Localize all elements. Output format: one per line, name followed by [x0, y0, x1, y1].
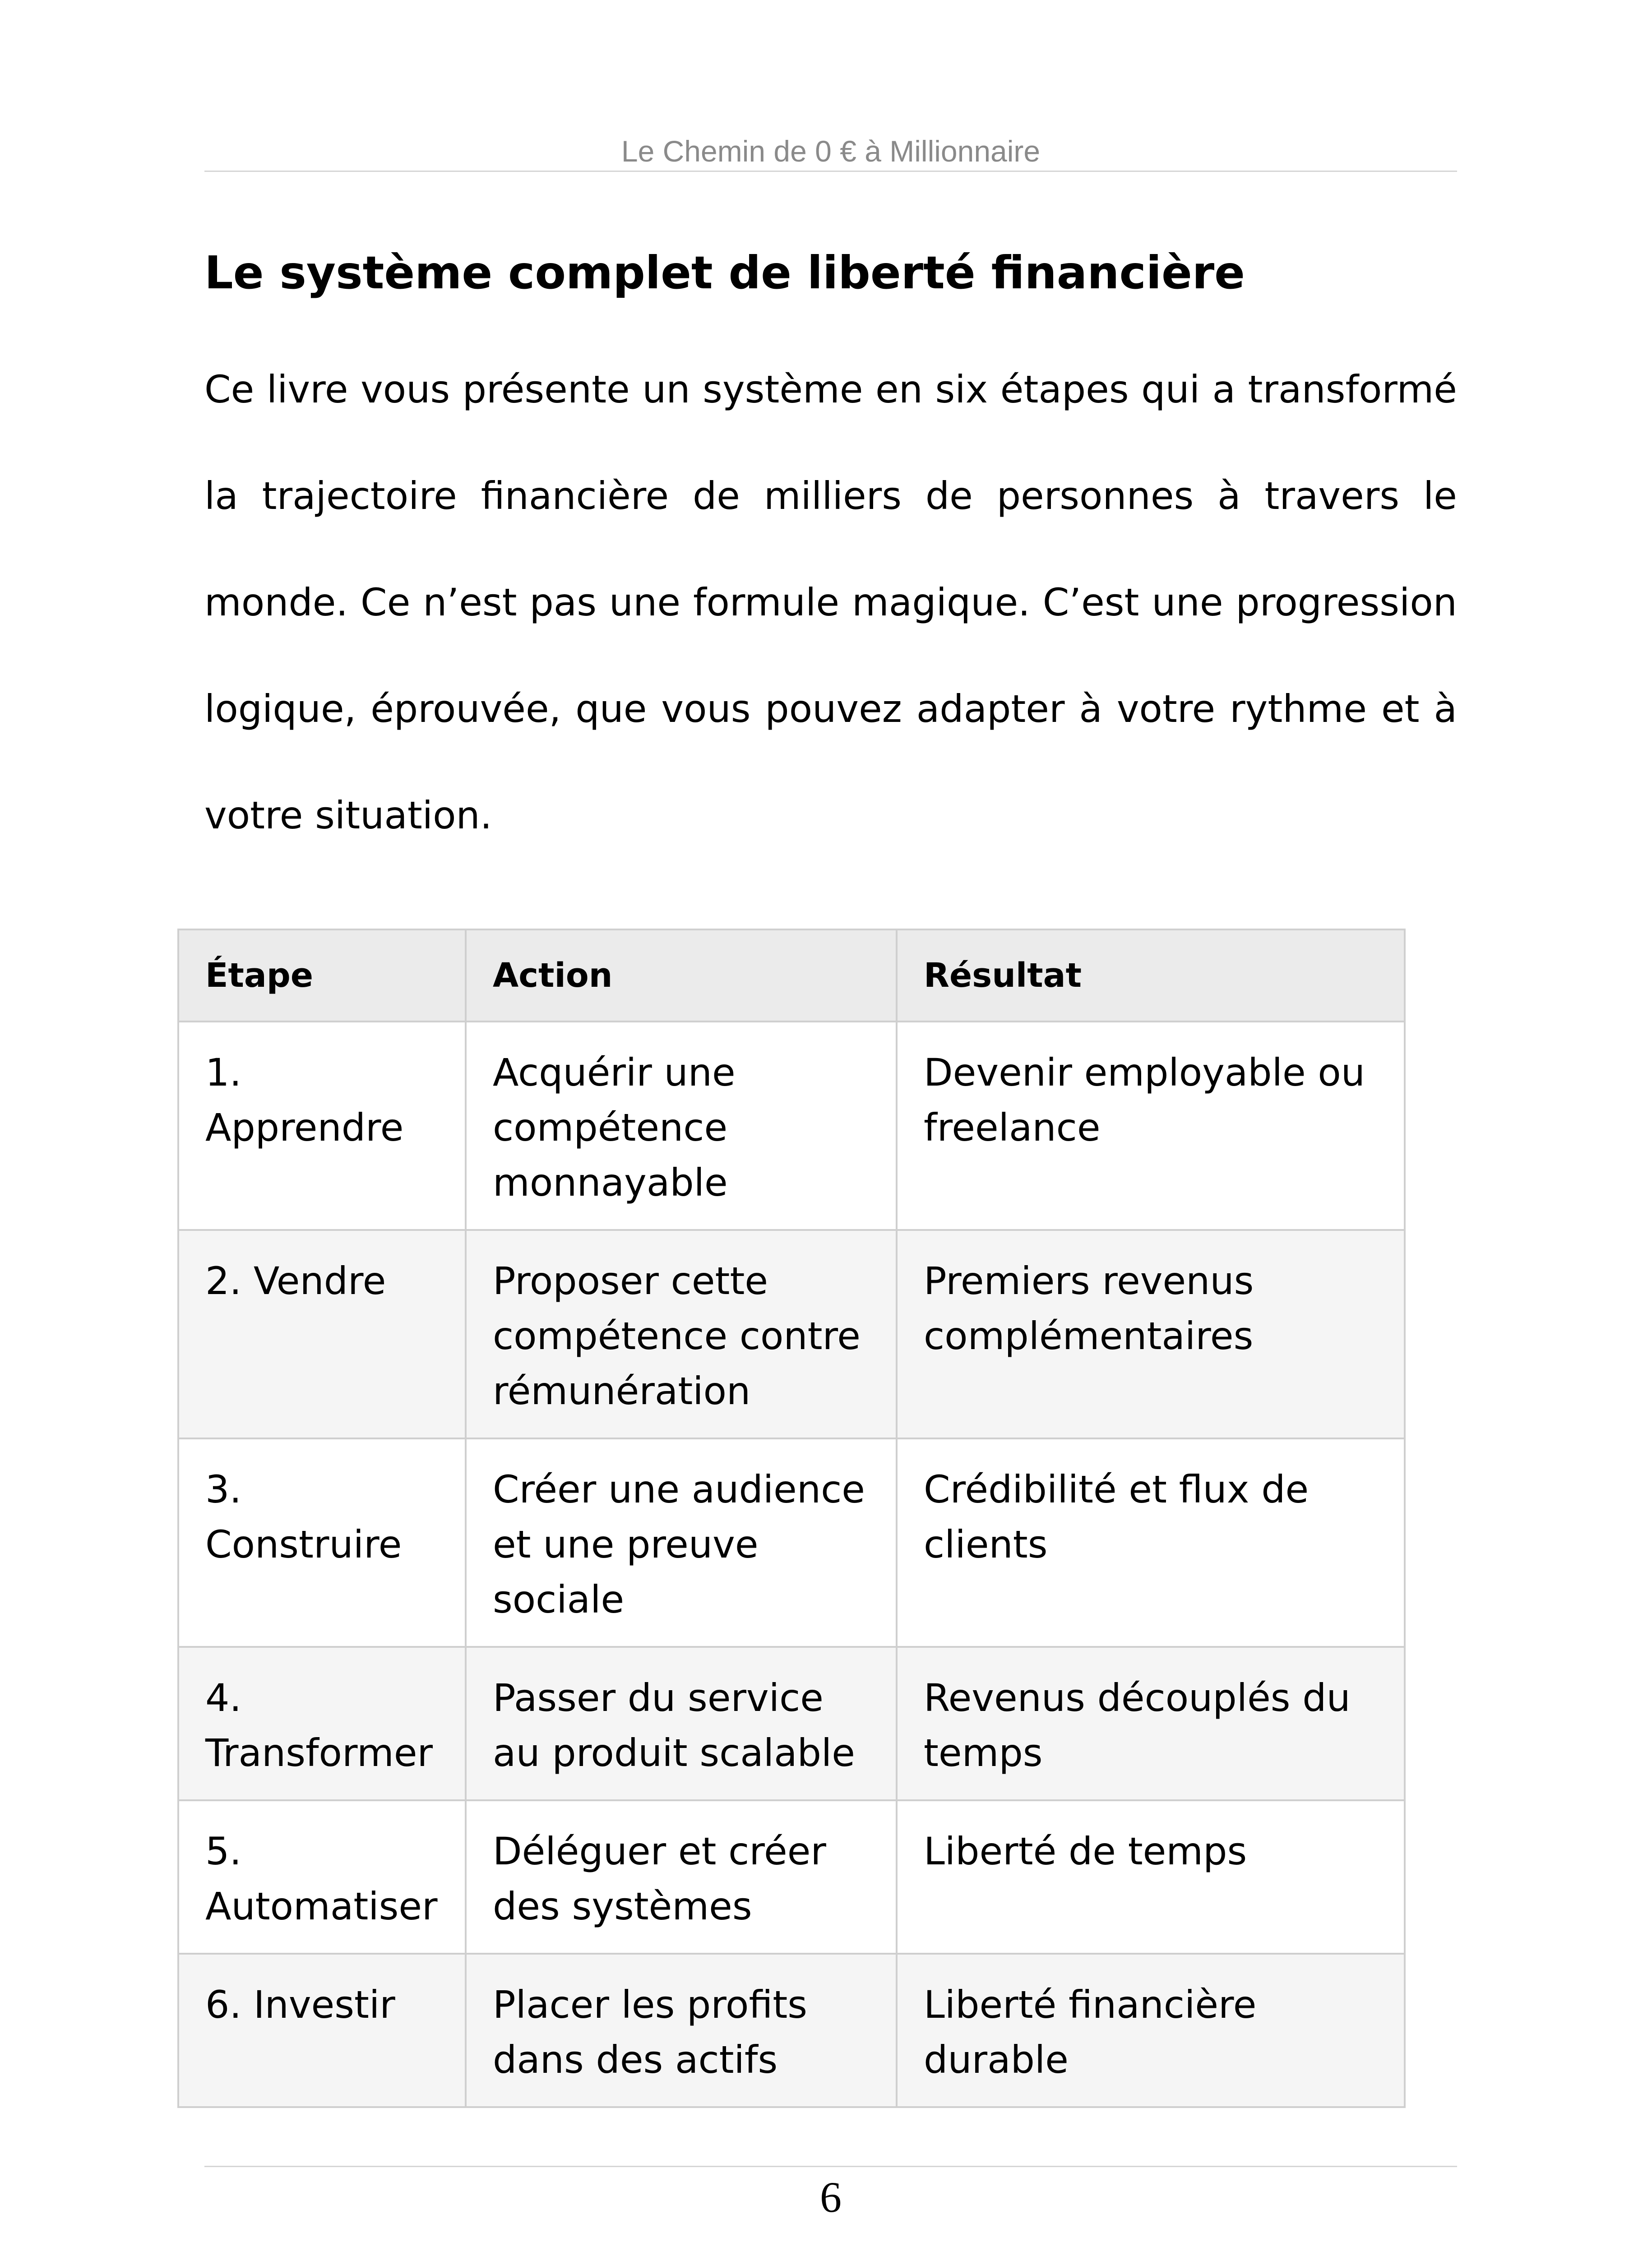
result-cell: Revenus découplés du temps: [897, 1647, 1405, 1800]
column-header-resultat: Résultat: [897, 929, 1405, 1022]
result-cell: Liberté financière durable: [897, 1954, 1405, 2107]
action-cell: Acquérir une compétence monnayable: [466, 1022, 897, 1230]
result-cell: Liberté de temps: [897, 1800, 1405, 1954]
action-cell: Déléguer et créer des systèmes: [466, 1800, 897, 1954]
column-header-etape: Étape: [178, 929, 466, 1022]
running-header: Le Chemin de 0 € à Millionnaire: [621, 134, 1041, 168]
step-cell: 1. Apprendre: [178, 1022, 466, 1230]
table-row: [178, 1438, 1405, 1647]
header-divider: [204, 171, 1457, 172]
column-header-action: Action: [466, 929, 897, 1022]
footer-divider: [204, 2166, 1457, 2167]
table-row: [178, 1647, 1405, 1800]
steps-table-container: [177, 929, 1404, 2108]
page-number: 6: [820, 2173, 842, 2221]
step-cell: 4. Transformer: [178, 1647, 466, 1800]
result-cell: Crédibilité et flux de clients: [897, 1438, 1405, 1647]
result-cell: Premiers revenus complémentaires: [897, 1230, 1405, 1438]
result-cell: Devenir employable ou freelance: [897, 1022, 1405, 1230]
step-cell: 3. Construire: [178, 1438, 466, 1647]
section-title: Le système complet de liberté financière: [204, 246, 1245, 299]
step-cell: 6. Investir: [178, 1954, 466, 2107]
table-row: [178, 1230, 1405, 1438]
table-row: [178, 1800, 1405, 1954]
table-header-row: [178, 929, 1405, 1022]
table-row: [178, 1022, 1405, 1230]
action-cell: Passer du service au produit scalable: [466, 1647, 897, 1800]
step-cell: 2. Vendre: [178, 1230, 466, 1438]
table-row: [178, 1954, 1405, 2107]
steps-table: [177, 929, 1406, 2108]
step-cell: 5. Automatiser: [178, 1800, 466, 1954]
action-cell: Créer une audience et une preuve sociale: [466, 1438, 897, 1647]
action-cell: Proposer cette compétence contre rémunération: [466, 1230, 897, 1438]
intro-paragraph: Ce livre vous présente un système en six étapes qui a transformé la trajectoire financière de milliers de personnes à travers le monde. Ce n’est pas une formule magique. C’est une progression logique, éprouvée, que vous pouvez adapter à votre rythme et à votre situation.: [204, 367, 1457, 837]
action-cell: Placer les profits dans des actifs: [466, 1954, 897, 2107]
